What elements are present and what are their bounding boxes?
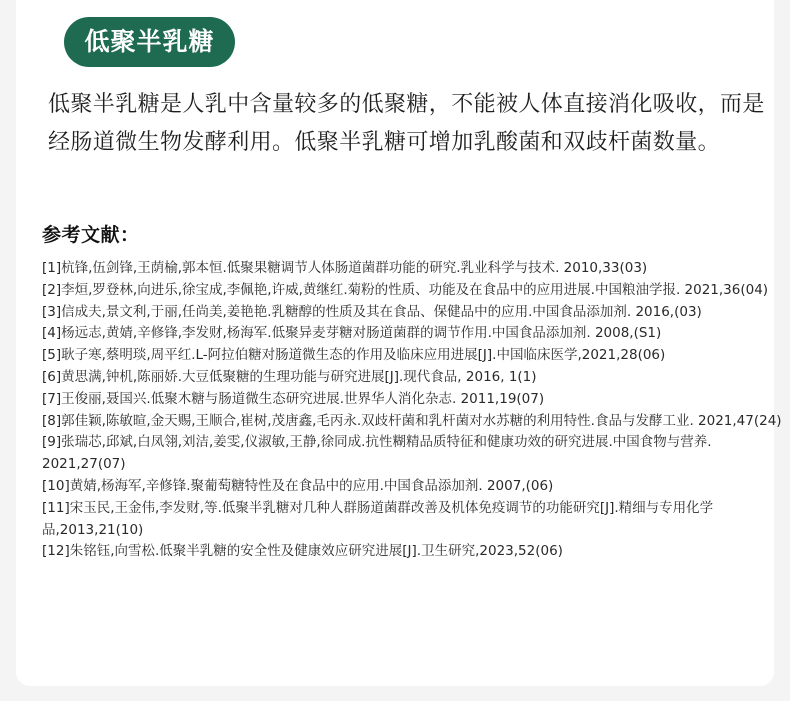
reference-item: [5]耿子寒,蔡明琰,周平红.L-阿拉伯糖对肠道微生态的作用及临床应用进展[J].中国临床医学,2021,28(06)	[42, 347, 666, 364]
reference-item: [9]张瑞芯,邱斌,白凤翎,刘洁,姜雯,仪淑敏,王静,徐同成.抗性糊精品质特征和健康功效的研究进展.中国食物与营养. 2021,27(07)	[42, 434, 712, 473]
reference-item: [8]郭佳颖,陈敏暄,金天赐,王顺合,崔树,茂唐鑫,毛丙永.双歧杆菌和乳杆菌对水苏糖的利用特性.食品与发酵工业. 2021,47(24)	[42, 412, 782, 429]
reference-item: [2]李烜,罗登林,向进乐,徐宝成,李佩艳,许威,黄继红.菊粉的性质、功能及在食品中的应用进展.中国粮油学报. 2021,36(04)	[42, 281, 769, 298]
reference-item: [3]信成夫,景文利,于丽,任尚美,姜艳艳.乳糖醇的性质及其在食品、保健品中的应用.中国食品添加剂. 2016,(03)	[42, 303, 702, 320]
intro-paragraph: 低聚半乳糖是人乳中含量较多的低聚糖，不能被人体直接消化吸收，而是经肠道微生物发酵利用。低聚半乳糖可增加乳酸菌和双歧杆菌数量。	[48, 92, 765, 155]
references-heading: 参考文献：	[42, 224, 140, 246]
references-list	[42, 258, 784, 563]
reference-item: [11]宋玉民,王金伟,李发财,等.低聚半乳糖对几种人群肠道菌群改善及机体免疫调节的功能研究[J].精细与专用化学品,2013,21(10)	[42, 499, 714, 538]
reference-item: [10]黄婧,杨海军,辛修锋.聚葡萄糖特性及在食品中的应用.中国食品添加剂. 2007,(06)	[42, 477, 554, 494]
reference-item: [4]杨远志,黄婧,辛修锋,李发财,杨海军.低聚异麦芽糖对肠道菌群的调节作用.中国食品添加剂. 2008,(S1)	[42, 325, 662, 342]
page-title: 低聚半乳糖	[64, 17, 235, 67]
reference-item: [7]王俊丽,聂国兴.低聚木糖与肠道微生态研究进展.世界华人消化杂志. 2011,19(07)	[42, 390, 545, 407]
reference-item: [6]黄思满,钟机,陈丽娇.大豆低聚糖的生理功能与研究进展[J].现代食品, 2016, 1(1)	[42, 368, 537, 385]
content-card	[16, 0, 782, 686]
reference-item: [12]朱铭钰,向雪松.低聚半乳糖的安全性及健康效应研究进展[J].卫生研究,2023,52(06)	[42, 543, 563, 560]
reference-item: [1]杭锋,伍剑锋,王荫榆,郭本恒.低聚果糖调节人体肠道菌群功能的研究.乳业科学与技术. 2010,33(03)	[42, 260, 648, 276]
